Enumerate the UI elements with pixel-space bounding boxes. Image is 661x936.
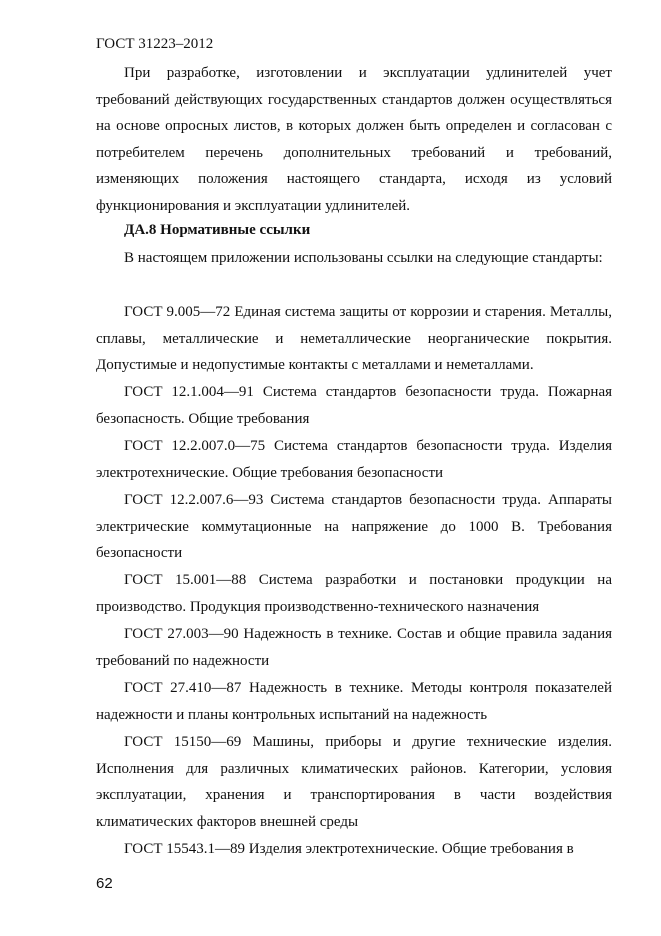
page-number: 62 <box>96 875 113 892</box>
paragraph-requirements: При разработке, изготовлении и эксплуатации удлинителей учет требований действующих государственных стандартов должен осуществляться на основе опросных листов, в которых должен быть определен и согласован с потребителем перечень дополнительных требований и требований, изменяющих положения настоящего стандарта, исходя из условий функционирования и эксплуатации удлинителей. <box>96 65 612 214</box>
reference-gost-9005: ГОСТ 9.005—72 Единая система защиты от коррозии и старения. Металлы, сплавы, металлические и неметаллические неорганические покрытия. Допустимые и недопустимые контакты с металлами и неметаллами. <box>96 304 612 373</box>
page-header: ГОСТ 31223–2012 <box>96 36 214 52</box>
section-heading: ДА.8 Нормативные ссылки <box>124 222 311 238</box>
reference-gost-15-001: ГОСТ 15.001—88 Система разработки и постановки продукции на производство. Продукция производственно-технического назначения <box>96 572 612 615</box>
reference-gost-15150: ГОСТ 15150—69 Машины, приборы и другие технические изделия. Исполнения для различных климатических районов. Категории, условия эксплуатации, хранения и транспортирования в части воздействия климатических факторов внешней среды <box>96 734 612 830</box>
section-intro: В настоящем приложении использованы ссылки на следующие стандарты: <box>124 250 603 266</box>
reference-gost-12-2-007-0: ГОСТ 12.2.007.0—75 Система стандартов безопасности труда. Изделия электротехнические. Общие требования безопасности <box>96 438 612 481</box>
reference-gost-12-1-004: ГОСТ 12.1.004—91 Система стандартов безопасности труда. Пожарная безопасность. Общие требования <box>96 384 612 427</box>
reference-gost-12-2-007-6: ГОСТ 12.2.007.6—93 Система стандартов безопасности труда. Аппараты электрические коммутационные на напряжение до 1000 В. Требования безопасности <box>96 492 612 561</box>
reference-gost-27-003: ГОСТ 27.003—90 Надежность в технике. Состав и общие правила задания требований по надежности <box>96 626 612 669</box>
reference-gost-15543-1: ГОСТ 15543.1—89 Изделия электротехнические. Общие требования в <box>124 841 574 857</box>
reference-gost-27-410: ГОСТ 27.410—87 Надежность в технике. Методы контроля показателей надежности и планы контрольных испытаний на надежность <box>96 680 612 723</box>
